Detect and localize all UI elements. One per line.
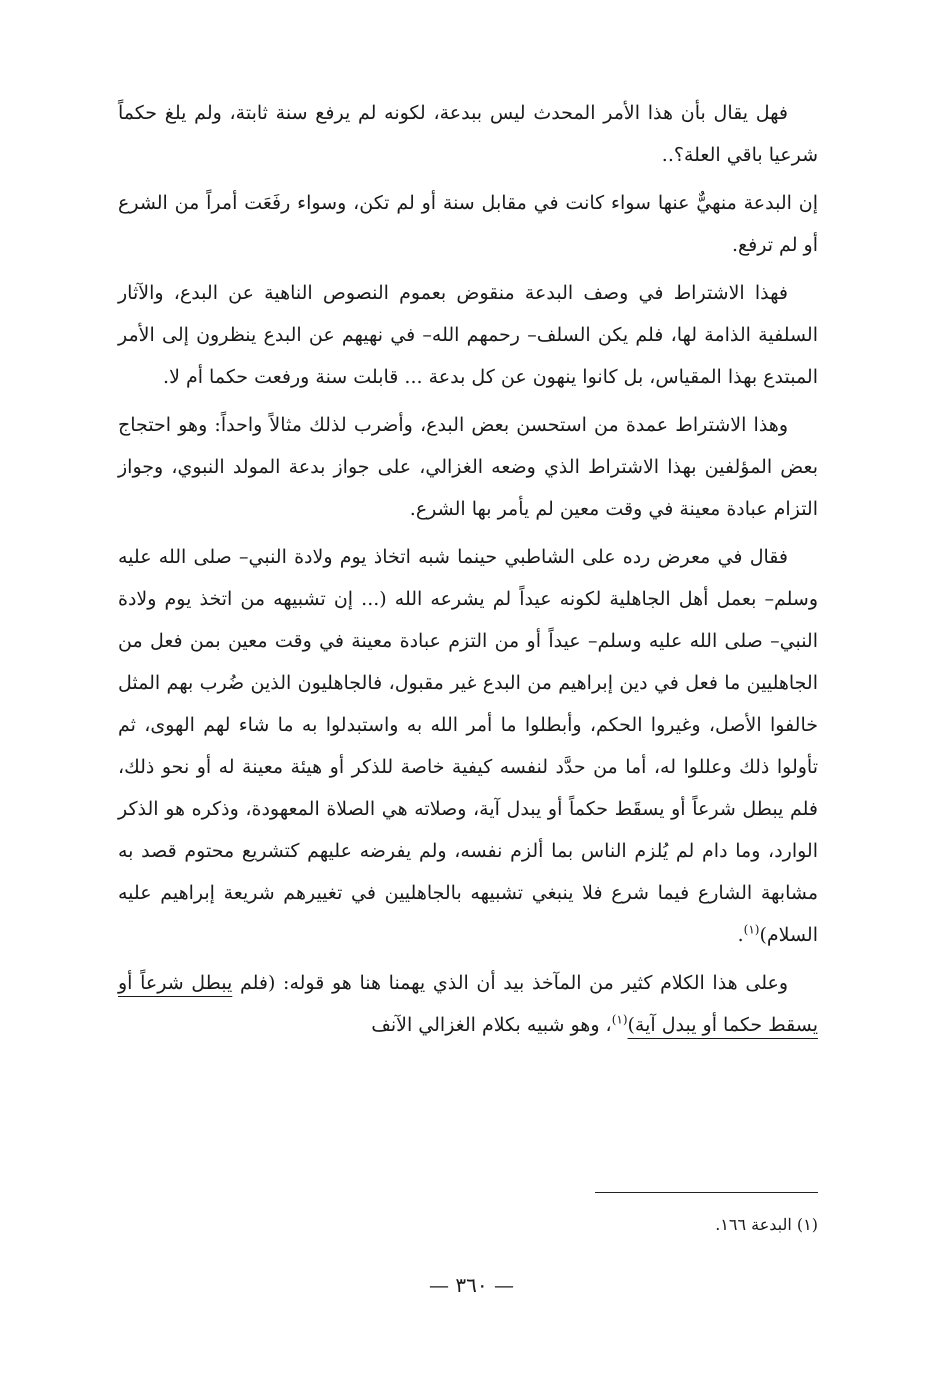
paragraph-5-text: فقال في معرض رده على الشاطبي حينما شبه اتخاذ يوم ولادة النبي– صلى الله عليه وسلم– بعمل أهل الجاهلية لكونه عيداً لم يشرعه الله (... إن تشبيهه من اتخذ يوم ولادة النبي– صلى الله عليه وسلم– عيداً أو من التزم عبادة معينة في وقت معين بمن فعل من الجاهليين ما فعل في دين إبراهيم من البدع غير مقبول، فالجاهليون الذين ضُرب بهم المثل خالفوا الأصل، وغيروا الحكم، وأبطلوا ما أمر الله به واستبدلوا به ما شاء لهم الهوى، ثم تأولوا ذلك وعللوا له، أما من حدَّد لنفسه كيفية خاصة للذكر أو هيئة معينة له أو نحو ذلك، فلم يبطل شرعاً أو يسقَط حكماً أو يبدل آية، وصلاته هي الصلاة المعهودة، وذكره هو الذكر الوارد، وما دام لم يُلزم الناس بما ألزم نفسه، ولم يفرضه عليهم كتشريع محتوم قصد به مشابهة الشارع فيما شرع فلا ينبغي تشبيهه بالجاهليين في تغييرهم شريعة إبراهيم عليه السلام): [118, 546, 818, 946]
paragraph-3: [118, 272, 818, 398]
paragraph-2: [118, 182, 818, 266]
paragraph-6: [118, 962, 818, 1046]
paragraph-5-tail: .: [737, 924, 744, 946]
paragraph-3-text: فهذا الاشتراط في وصف البدعة منقوض بعموم النصوص الناهية عن البدع، والآثار السلفية الذامة لها، فلم يكن السلف– رحمهم الله– في نهيهم عن البدع ينظرون إلى الأمر المبتدع بهذا المقياس، بل كانوا ينهون عن كل بدعة ... قابلت سنة ورفعت حكما أم لا.: [118, 282, 818, 388]
paragraph-2-text: إن البدعة منهيٌّ عنها سواء كانت في مقابل سنة أو لم تكن، وسواء رفَعَت أمراً من الشرع أو لم ترفع.: [118, 192, 818, 256]
paragraph-1-text: فهل يقال بأن هذا الأمر المحدث ليس ببدعة، لكونه لم يرفع سنة ثابتة، ولم يلغ حكماً شرعيا باقي العلة؟..: [118, 102, 818, 166]
body-text: [118, 92, 818, 1052]
paragraph-4: [118, 404, 818, 530]
paragraph-1: [118, 92, 818, 176]
footnote-reference: (١): [743, 922, 760, 937]
underlined-quote: يبطل شرعاً أو يسقط حكما أو يبدل آية): [118, 972, 818, 1036]
paragraph-6-lead: وعلى هذا الكلام كثير من المآخذ بيد أن الذي يهمنا هنا هو قوله: (فلم: [239, 972, 788, 994]
page-number: — ٣٦٠ —: [429, 1273, 514, 1297]
paragraph-5-quote: [118, 536, 818, 956]
footnote-divider: [595, 1192, 818, 1193]
footnote: (١) البدعة ١٦٦.: [715, 1215, 818, 1234]
footnote-reference-2: (١): [611, 1012, 628, 1027]
paragraph-6-tail: ، وهو شبيه بكلام الغزالي الآنف: [371, 1014, 612, 1036]
paragraph-4-text: وهذا الاشتراط عمدة من استحسن بعض البدع، وأضرب لذلك مثالاً واحداً: وهو احتجاج بعض المؤلفين بهذا الاشتراط الذي وضعه الغزالي، على جواز بدعة المولد النبوي، وجواز التزام عبادة معينة في وقت معين لم يأمر بها الشرع.: [118, 414, 818, 520]
